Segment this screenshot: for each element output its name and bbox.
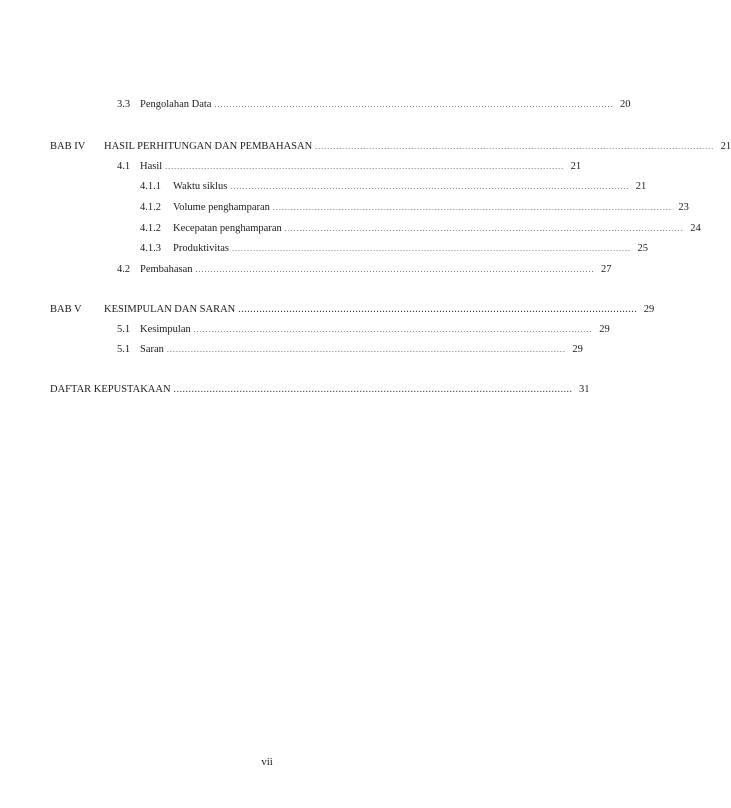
toc-entry [117, 98, 631, 112]
toc-title: Kesimpulan [140, 324, 191, 335]
toc-leader: ..................................................................................................................................... [284, 224, 684, 233]
toc-number: BAB IV [50, 141, 86, 152]
toc-leader: ..................................................................................................................................... [173, 384, 573, 395]
toc-page-number: 24 [690, 223, 701, 234]
toc-leader: ..................................................................................................................................... [214, 100, 614, 109]
toc-leader: ..................................................................................................................................... [166, 345, 566, 354]
toc-number: 5.1 [117, 344, 131, 355]
toc-leader: ..................................................................................................................................... [195, 265, 595, 274]
toc-entry [117, 343, 583, 357]
toc-leader: ..................................................................................................................................... [232, 244, 632, 253]
toc-page-number: 29 [643, 304, 655, 315]
toc-number: 4.1.2 [140, 223, 161, 234]
toc-title: KESIMPULAN DAN SARAN [104, 304, 236, 315]
toc-page-number: 21 [720, 141, 731, 152]
toc-title: Pengolahan Data [140, 99, 212, 110]
toc-entry [50, 383, 590, 397]
toc-entry [117, 263, 612, 277]
toc-entry [140, 222, 701, 236]
toc-page-number: 27 [601, 264, 612, 275]
toc-number: 4.2 [117, 264, 131, 275]
toc-number: 5.1 [117, 324, 131, 335]
toc-entry [140, 180, 647, 194]
toc-leader: ..................................................................................................................................... [230, 182, 630, 191]
toc-page-number: 31 [579, 384, 590, 395]
toc-leader: ..................................................................................................................................... [238, 304, 638, 315]
toc-entry [50, 140, 731, 154]
toc-page-number: 21 [570, 161, 582, 172]
toc-page-number: 21 [635, 181, 647, 192]
toc-number: 4.1 [117, 161, 131, 172]
toc-title: HASIL PERHITUNGAN DAN PEMBAHASAN [104, 141, 313, 152]
toc-title: DAFTAR KEPUSTAKAAN [50, 384, 171, 395]
toc-leader: ..................................................................................................................................... [315, 142, 715, 151]
toc-entry [50, 303, 655, 317]
toc-title: Produktivitas [173, 243, 230, 254]
toc-page-number: 20 [619, 99, 631, 110]
toc-title: Pembahasan [140, 264, 193, 275]
page-number: vii [261, 756, 273, 768]
toc-page-number: 29 [572, 344, 583, 355]
toc-number: 4.1.2 [140, 202, 161, 213]
toc-title: Volume penghamparan [173, 202, 270, 213]
toc-number: 4.1.3 [140, 243, 161, 254]
toc-leader: ..................................................................................................................................... [193, 325, 593, 334]
toc-leader: ..................................................................................................................................... [165, 162, 565, 171]
toc-page-number: 25 [637, 243, 649, 254]
toc-number: 4.1.1 [140, 181, 161, 192]
toc-number: BAB V [50, 304, 82, 315]
toc-entry [140, 242, 649, 256]
toc-leader: ..................................................................................................................................... [272, 203, 672, 212]
toc-title: Hasil [140, 161, 163, 172]
toc-title: Kecepatan penghamparan [173, 223, 282, 234]
toc-entry [117, 323, 610, 337]
toc-page-number: 23 [678, 202, 689, 213]
toc-title: Saran [140, 344, 164, 355]
toc-entry [140, 201, 689, 215]
toc-title: Waktu siklus [173, 181, 228, 192]
toc-page-number: 29 [599, 324, 610, 335]
toc-entry [117, 160, 582, 174]
toc-number: 3.3 [117, 99, 131, 110]
